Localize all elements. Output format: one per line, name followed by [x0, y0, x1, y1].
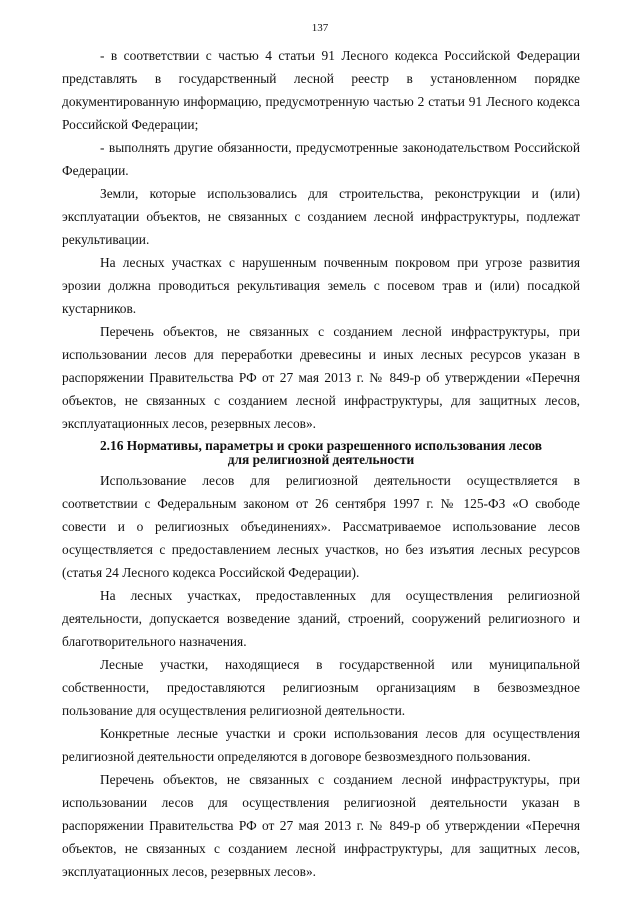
paragraph-erosion: На лесных участках с нарушенным почвенным покровом при угрозе развития эрозии должна проводиться рекультивация земель с посевом трав и (или) посадкой кустарников. — [62, 255, 580, 316]
paragraph-religious-contract: Конкретные лесные участки и сроки использования лесов для осуществления религиозной деятельности определяются в договоре безвозмездного пользования. — [62, 726, 580, 764]
section-heading — [62, 439, 580, 467]
paragraph-religious-law: Использование лесов для религиозной деятельности осуществляется в соответствии с Федеральным законом от 26 сентября 1997 г. № 125-ФЗ «О свободе совести и о религиозных объединениях». Рассматриваемое использование лесов осуществляется с предоставлением лесных участков, но без изъятия лесных ресурсов (статья 24 Лесного кодекса Российской Федерации). — [62, 473, 580, 580]
paragraph-obligation-other: - выполнять другие обязанности, предусмотренные законодательством Российской Федерации. — [62, 140, 580, 178]
section-heading-line1: 2.16 Нормативы, параметры и сроки разрешенного использования лесов — [99, 438, 543, 453]
page-number: 137 — [311, 22, 329, 34]
paragraph-recultivation: Земли, которые использовались для строительства, реконструкции и (или) эксплуатации объектов, не связанных с созданием лесной инфраструктуры, подлежат рекультивации. — [62, 186, 580, 247]
paragraph-religious-buildings: На лесных участках, предоставленных для осуществления религиозной деятельности, допускается возведение зданий, строений, сооружений религиозного и благотворительного назначения. — [62, 588, 580, 649]
document-body — [62, 44, 580, 883]
paragraph-obligation-register: - в соответствии с частью 4 статьи 91 Лесного кодекса Российской Федерации представлять в государственный лесной реестр в установленном порядке документированную информацию, предусмотренную частью 2 статьи 91 Лесного кодекса Российской Федерации; — [62, 48, 580, 132]
paragraph-objects-list-religious: Перечень объектов, не связанных с созданием лесной инфраструктуры, при использовании лесов для осуществления религиозной деятельности указан в распоряжении Правительства РФ от 27 мая 2013 г. № 849-р об утверждении «Перечня объектов, не связанных с созданием лесной инфраструктуры, для защитных лесов, эксплуатационных лесов, резервных лесов». — [62, 772, 580, 879]
section-heading-line2: для религиозной деятельности — [227, 452, 415, 467]
paragraph-objects-list-processing: Перечень объектов, не связанных с созданием лесной инфраструктуры, при использовании лесов для переработки древесины и иных лесных ресурсов указан в распоряжении Правительства РФ от 27 мая 2013 г. № 849-р об утверждении «Перечня объектов, не связанных с созданием лесной инфраструктуры, для защитных лесов, эксплуатационных лесов, резервных лесов». — [62, 324, 580, 431]
paragraph-religious-provision: Лесные участки, находящиеся в государственной или муниципальной собственности, предоставляются религиозным организациям в безвозмездное пользование для осуществления религиозной деятельности. — [62, 657, 580, 718]
